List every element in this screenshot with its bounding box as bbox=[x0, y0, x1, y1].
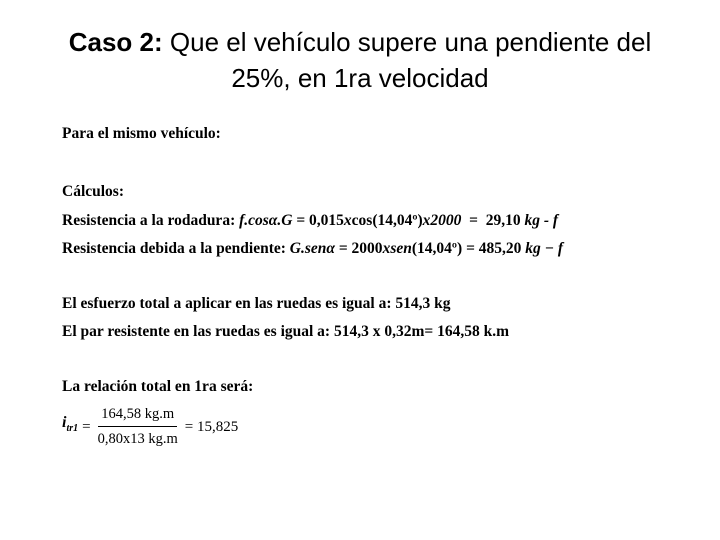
calc-heading: Cálculos: bbox=[62, 183, 124, 200]
title-rest: Que el vehículo supere una pendiente del bbox=[162, 27, 652, 57]
intro-text: Para el mismo vehículo: bbox=[62, 125, 221, 142]
relacion-result: = 15,825 bbox=[184, 418, 239, 435]
pendiente-unit: kg − f bbox=[525, 240, 564, 257]
relacion-heading: La relación total en 1ra será: bbox=[62, 378, 254, 395]
pendiente-expr-c: (14,04º) bbox=[411, 240, 463, 257]
title-line-1 bbox=[0, 24, 720, 60]
rodadura-expr-d: x2000 bbox=[422, 212, 462, 229]
pendiente-expr-a: = 2000 bbox=[334, 240, 383, 257]
fraction-numerator: 164,58 kg.m bbox=[98, 404, 177, 427]
rodadura-result: = 29,10 bbox=[461, 212, 525, 229]
pendiente-result: = 485,20 bbox=[462, 240, 526, 257]
par-text: El par resistente en las ruedas es igual a: 514,3 x 0,32m= 164,58 k.m bbox=[62, 323, 509, 340]
rodadura-line bbox=[62, 211, 558, 231]
pendiente-line bbox=[62, 239, 563, 259]
rodadura-formula: f.cosα.G bbox=[239, 212, 293, 229]
rodadura-label: Resistencia a la rodadura: bbox=[62, 212, 240, 229]
fraction-denominator: 0,80x13 kg.m bbox=[97, 431, 178, 447]
rodadura-expr-b: x bbox=[343, 212, 352, 229]
slide-title bbox=[0, 24, 720, 96]
relacion-fraction bbox=[95, 404, 181, 449]
relacion-symbol: $i_{tr1}$ bbox=[62, 414, 79, 435]
relacion-equals: = bbox=[82, 418, 91, 435]
relacion-equation bbox=[62, 404, 238, 449]
rodadura-expr-a: = 0,015 bbox=[292, 212, 344, 229]
title-bold: Caso 2: bbox=[68, 27, 163, 57]
rodadura-expr-c: cos(14,04º) bbox=[351, 212, 423, 229]
title-line-2: 25%, en 1ra velocidad bbox=[231, 63, 489, 93]
pendiente-formula: G.senα bbox=[289, 240, 335, 257]
pendiente-label: Resistencia debida a la pendiente: bbox=[62, 240, 290, 257]
rodadura-unit: kg - f bbox=[524, 212, 559, 229]
esfuerzo-text: El esfuerzo total a aplicar en las ruedas es igual a: 514,3 kg bbox=[62, 295, 451, 312]
pendiente-expr-b: xsen bbox=[382, 240, 412, 257]
